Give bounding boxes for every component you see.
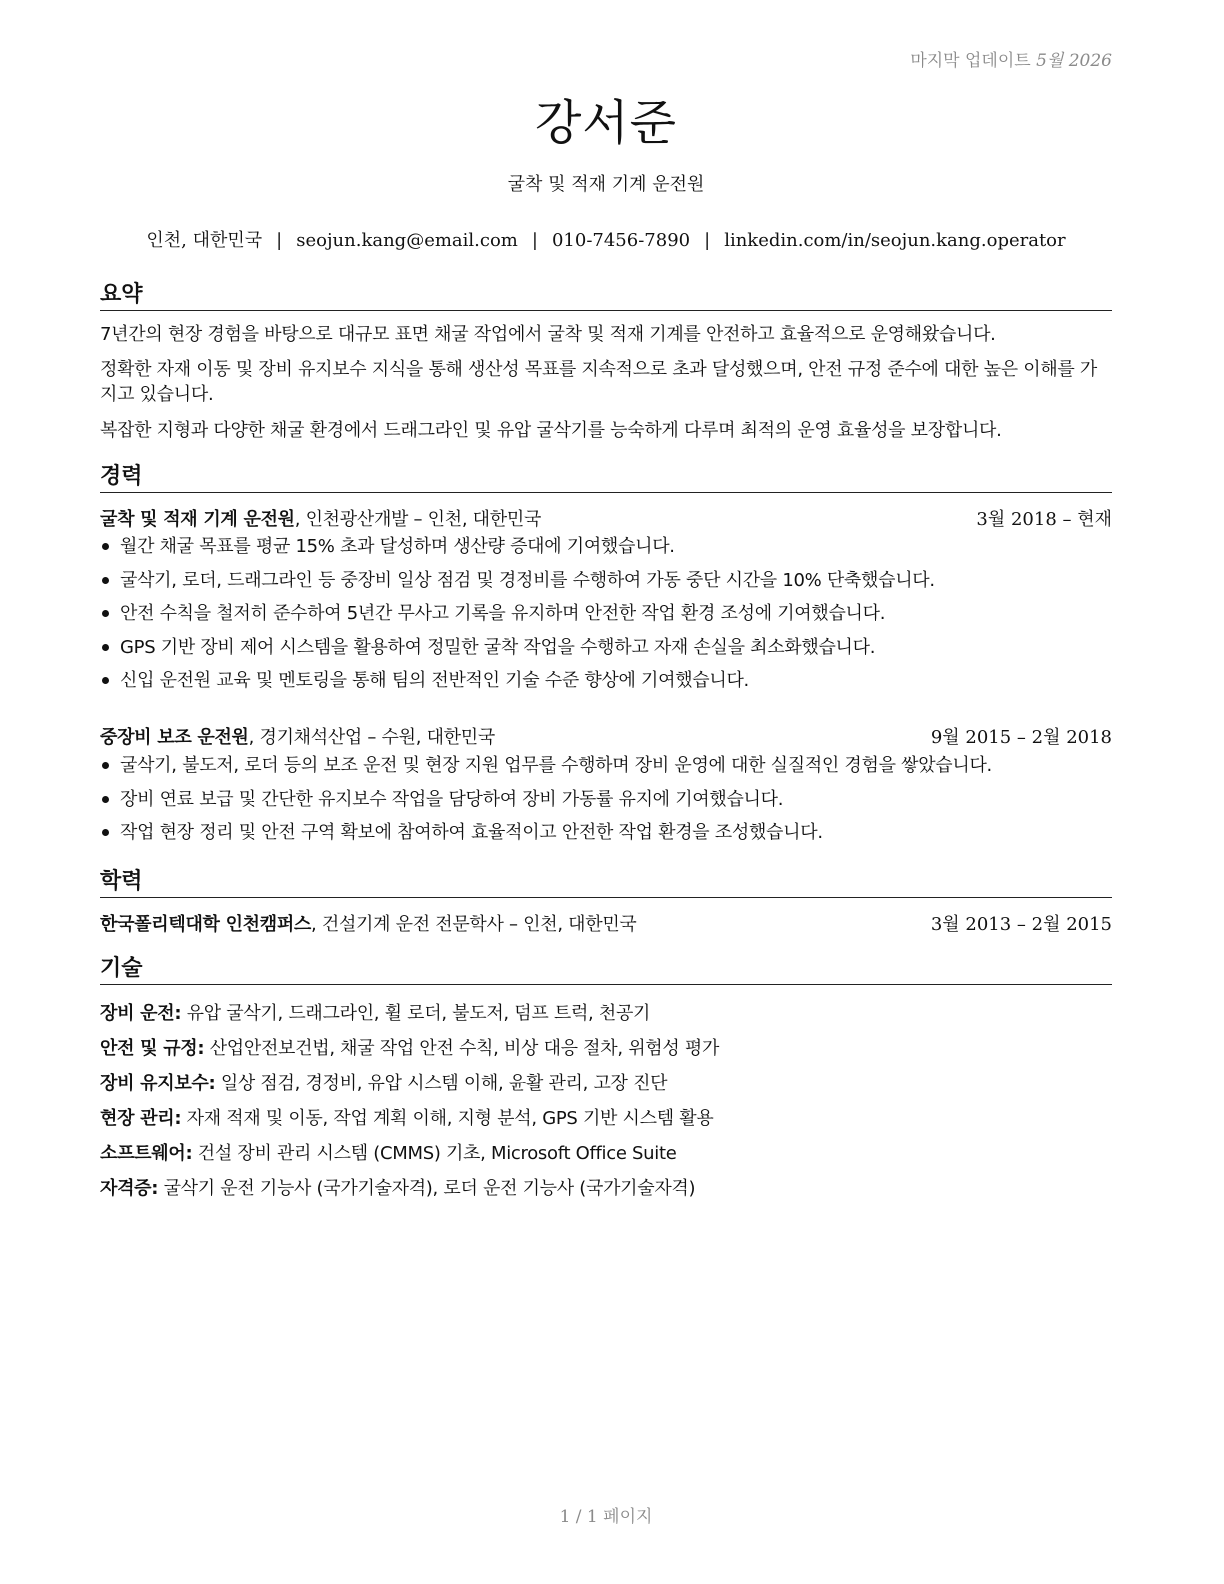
contact-separator: | xyxy=(276,230,283,251)
bullet-icon xyxy=(102,577,109,584)
job-header xyxy=(100,723,1112,749)
school-name: 한국폴리텍대학 인천캠퍼스 xyxy=(100,914,312,935)
job-details: , 인천광산개발 – 인천, 대한민국 xyxy=(294,509,542,530)
skill-row xyxy=(100,1136,1112,1171)
last-updated-label: 마지막 업데이트 xyxy=(910,51,1031,71)
candidate-name: 강서준 xyxy=(534,95,678,151)
skill-label: 소프트웨어: xyxy=(100,1143,193,1164)
skill-value: 자재 적재 및 이동, 작업 계획 이해, 지형 분석, GPS 기반 시스템 활용 xyxy=(181,1108,714,1129)
education-entry xyxy=(100,910,1112,936)
job-position: 굴착 및 적재 기계 운전원 xyxy=(100,509,295,530)
list-item xyxy=(100,783,1112,817)
section-title-experience: 경력 xyxy=(100,459,1112,493)
skill-value: 건설 장비 관리 시스템 (CMMS) 기초, Microsoft Office Suite xyxy=(192,1143,677,1164)
job-header xyxy=(100,505,1112,531)
bullet-text: 안전 수칙을 철저히 준수하여 5년간 무사고 기록을 유지하며 안전한 작업 환경 조성에 기여했습니다. xyxy=(120,603,886,624)
list-item xyxy=(100,530,1112,564)
list-item xyxy=(100,564,1112,598)
bullet-icon xyxy=(102,610,109,617)
summary-paragraph: 정확한 자재 이동 및 장비 유지보수 지식을 통해 생산성 목표를 지속적으로 초과 달성했으며, 안전 규정 준수에 대한 높은 이해를 가지고 있습니다. xyxy=(100,359,1098,405)
job-bullets xyxy=(100,530,1112,698)
skill-value: 유압 굴삭기, 드래그라인, 휠 로더, 불도저, 덤프 트럭, 천공기 xyxy=(181,1003,651,1024)
skill-row xyxy=(100,1171,1112,1206)
skill-row xyxy=(100,1101,1112,1136)
job-dates: 9월 2015 – 2월 2018 xyxy=(930,727,1112,748)
list-item xyxy=(100,597,1112,631)
list-item xyxy=(100,631,1112,665)
contact-separator: | xyxy=(531,230,538,251)
job-bullets xyxy=(100,749,1112,850)
list-item xyxy=(100,749,1112,783)
bullet-text: 장비 연료 보급 및 간단한 유지보수 작업을 담당하여 장비 가동률 유지에 기여했습니다. xyxy=(120,788,784,810)
bullet-text: 굴삭기, 로더, 드래그라인 등 중장비 일상 점검 및 경정비를 수행하여 가동 중단 시간을 10% 단축했습니다. xyxy=(120,569,935,591)
education-details: , 건설기계 운전 전문학사 – 인천, 대한민국 xyxy=(311,914,637,935)
resume-page xyxy=(100,0,1112,1584)
skill-label: 자격증: xyxy=(100,1178,159,1199)
skill-label: 장비 운전: xyxy=(100,1003,182,1024)
contact-separator: | xyxy=(704,230,711,251)
bullet-text: 굴삭기, 불도저, 로더 등의 보조 운전 및 현장 지원 업무를 수행하며 장비 운영에 대한 실질적인 경험을 쌓았습니다. xyxy=(120,755,992,776)
skill-value: 일상 점검, 경정비, 유압 시스템 이해, 윤활 관리, 고장 진단 xyxy=(215,1073,668,1094)
education-dates: 3월 2013 – 2월 2015 xyxy=(930,914,1112,935)
page-indicator: 1 / 1 페이지 xyxy=(559,1507,653,1527)
bullet-icon xyxy=(102,677,109,684)
job-position: 중장비 보조 운전원 xyxy=(100,727,249,748)
summary-paragraph: 복잡한 지형과 다양한 채굴 환경에서 드래그라인 및 유압 굴삭기를 능숙하게 다루며 최적의 운영 효율성을 보장합니다. xyxy=(100,420,1002,441)
job-dates: 3월 2018 – 현재 xyxy=(976,509,1112,530)
skill-label: 안전 및 규정: xyxy=(100,1038,205,1059)
list-item xyxy=(100,664,1112,698)
skill-value: 산업안전보건법, 채굴 작업 안전 수칙, 비상 대응 절차, 위험성 평가 xyxy=(204,1038,720,1059)
bullet-text: 신입 운전원 교육 및 멘토링을 통해 팀의 전반적인 기술 수준 향상에 기여했습니다. xyxy=(120,670,749,691)
contact-phone[interactable]: 010-7456-7890 xyxy=(551,230,691,251)
bullet-text: GPS 기반 장비 제어 시스템을 활용하여 정밀한 굴착 작업을 수행하고 자재 손실을 최소화했습니다. xyxy=(120,636,876,658)
bullet-icon xyxy=(102,829,109,836)
bullet-icon xyxy=(102,644,109,651)
skill-value: 굴삭기 운전 기능사 (국가기술자격), 로더 운전 기능사 (국가기술자격) xyxy=(158,1178,696,1199)
bullet-icon xyxy=(102,543,109,550)
list-item xyxy=(100,816,1112,850)
skills-list xyxy=(100,996,1112,1206)
job-details: , 경기채석산업 – 수원, 대한민국 xyxy=(248,727,495,748)
bullet-text: 작업 현장 정리 및 안전 구역 확보에 참여하여 효율적이고 안전한 작업 환경을 조성했습니다. xyxy=(120,822,823,843)
last-updated xyxy=(910,46,1112,71)
section-title-skills: 기술 xyxy=(100,951,1112,985)
contact-email[interactable]: seojun.kang@email.com xyxy=(296,230,518,251)
last-updated-year: 2026 xyxy=(1068,51,1112,71)
skill-label: 장비 유지보수: xyxy=(100,1073,216,1094)
last-updated-month: 5월 xyxy=(1036,51,1064,71)
bullet-text: 월간 채굴 목표를 평균 15% 초과 달성하며 생산량 증대에 기여했습니다. xyxy=(120,536,675,557)
bullet-icon xyxy=(102,762,109,769)
section-title-education: 학력 xyxy=(100,864,1112,898)
contact-linkedin[interactable]: linkedin.com/in/seojun.kang.operator xyxy=(724,230,1066,251)
summary-paragraph: 7년간의 현장 경험을 바탕으로 대규모 표면 채굴 작업에서 굴착 및 적재 기계를 안전하고 효율적으로 운영해왔습니다. xyxy=(100,324,996,345)
skill-row xyxy=(100,1066,1112,1101)
candidate-role: 굴착 및 적재 기계 운전원 xyxy=(507,174,705,195)
bullet-icon xyxy=(102,796,109,803)
contact-location: 인천, 대한민국 xyxy=(146,230,263,251)
contact-line xyxy=(100,226,1112,252)
skill-row xyxy=(100,996,1112,1031)
section-title-summary: 요약 xyxy=(100,277,1112,311)
skill-row xyxy=(100,1031,1112,1066)
skill-label: 현장 관리: xyxy=(100,1108,182,1129)
